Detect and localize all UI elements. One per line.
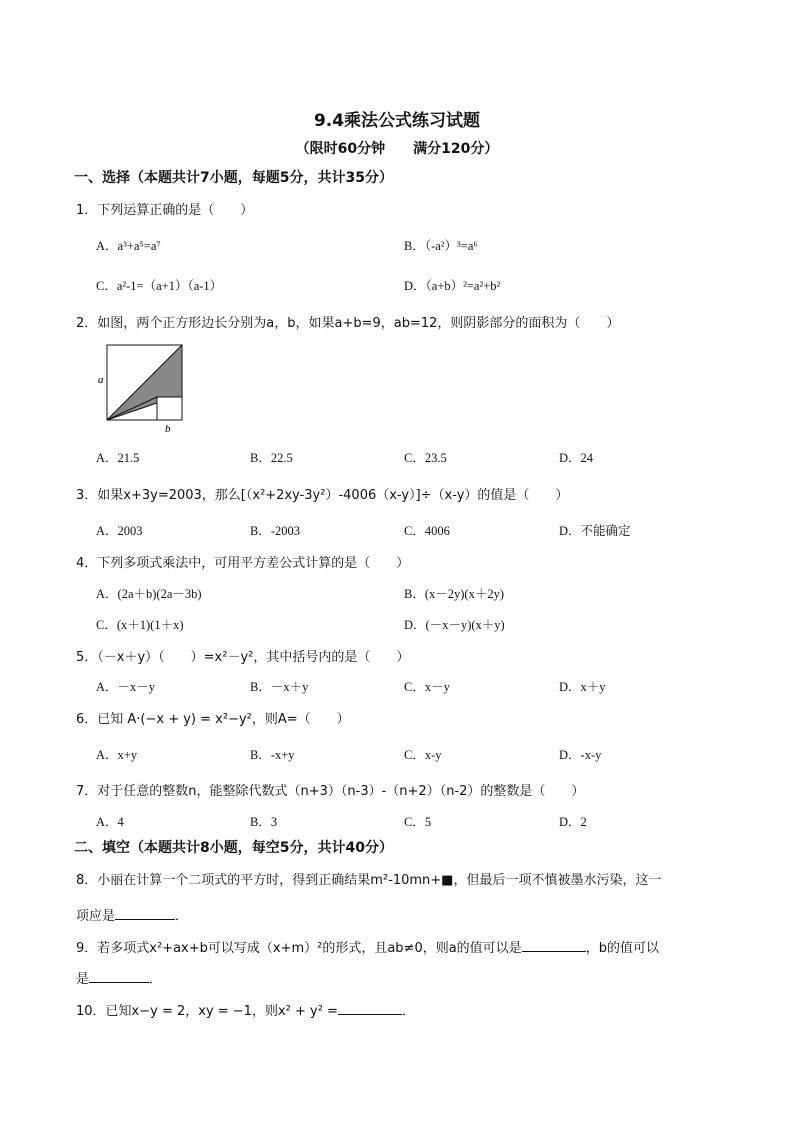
q4-option-b: B．(x－2y)(x＋2y) — [404, 587, 504, 601]
section-heading-fill: 二、填空（本题共计8小题，每空5分，共计40分） — [74, 840, 393, 856]
q7-option-c: C．5 — [404, 815, 432, 829]
q1-option-d: D．（a+b）²=a²+b² — [404, 279, 501, 293]
q2-option-c: C．23.5 — [404, 451, 447, 465]
q8-suffix: ． — [175, 909, 189, 924]
q5-option-a: A．－x－y — [96, 680, 156, 694]
q2-option-a: A．21.5 — [96, 451, 140, 465]
q9-answer-a-blank[interactable] — [522, 939, 586, 952]
q7-option-b: B．3 — [250, 815, 278, 829]
question-4-stem: 4．下列多项式乘法中，可用平方差公式计算的是（ ） — [76, 556, 410, 571]
q2-option-d: D．24 — [559, 451, 594, 465]
q9-answer-b-blank[interactable] — [89, 970, 149, 983]
q4-option-a: A．(2a＋b)(2a－3b) — [96, 587, 202, 601]
page-title: 9.4乘法公式练习试题 — [313, 111, 481, 131]
question-9-line2 — [76, 968, 162, 987]
q5-option-d: D．x＋y — [559, 680, 606, 694]
page-subtitle — [0, 138, 794, 158]
q1-option-a: A．a³+a⁵=a⁷ — [96, 239, 161, 253]
q6-option-d: D．-x-y — [559, 748, 602, 762]
full-score: 满分120分） — [413, 141, 499, 157]
q4-option-c: C．(x＋1)(1＋x) — [96, 618, 184, 632]
question-6-stem: 6．已知 A·(−x + y) = x²−y²，则A=（ ） — [76, 712, 350, 727]
label-a: a — [98, 374, 104, 386]
question-2-stem: 2．如图，两个正方形边长分别为a，b，如果a+b=9，ab=12，则阴影部分的面积为（ ） — [76, 316, 620, 331]
q8-prefix: 项应是 — [76, 909, 116, 924]
question-7-stem: 7．对于任意的整数n，能整除代数式（n+3）（n-3）-（n+2）（n-2）的整数是（ ） — [76, 784, 585, 799]
q10-answer-blank[interactable] — [338, 1002, 402, 1015]
q5-option-c: C．x－y — [404, 680, 450, 694]
question-8-line1: 8．小丽在计算一个二项式的平方时，得到正确结果m²-10mn+■，但最后一项不慎被墨水污染，这一 — [76, 873, 662, 888]
q1-option-c: C．a²-1=（a+1）（a-1） — [96, 279, 223, 293]
q6-option-a: A．x+y — [96, 748, 138, 762]
q9-prefix: 9．若多项式x²+ax+b可以写成（x+m）²的形式，且ab≠0，则a的值可以是 — [76, 941, 522, 956]
small-square — [157, 397, 182, 420]
time-limit: （限时60分钟 — [295, 141, 386, 157]
q3-option-b: B．-2003 — [250, 524, 301, 538]
label-b: b — [165, 423, 171, 435]
q2-option-b: B．22.5 — [250, 451, 293, 465]
q1-option-b: B．（-a²）³=a⁶ — [404, 239, 478, 253]
q3-option-d: D．不能确定 — [559, 524, 631, 538]
q10-prefix: 10．已知x−y = 2，xy = −1，则x² + y² = — [76, 1004, 338, 1019]
shaded-region — [107, 345, 182, 420]
q6-option-c: C．x-y — [404, 748, 442, 762]
squares-figure — [92, 343, 192, 435]
q8-answer-blank[interactable] — [115, 907, 175, 920]
question-8-line2 — [76, 905, 188, 924]
question-5-stem: 5．（－x＋y）（ ）=x²－y²，其中括号内的是（ ） — [76, 650, 410, 665]
question-9-line1 — [76, 937, 659, 956]
q3-option-a: A．2003 — [96, 524, 143, 538]
q9-middle: ，b的值可以 — [585, 941, 659, 956]
q3-option-c: C．4006 — [404, 524, 450, 538]
q9-line2-prefix: 是 — [76, 972, 90, 987]
section-heading-choice: 一、选择（本题共计7小题，每题5分，共计35分） — [74, 170, 393, 186]
q6-option-b: B．-x+y — [250, 748, 295, 762]
squares-diagram — [92, 343, 192, 435]
q7-option-a: A．4 — [96, 815, 124, 829]
question-1-stem: 1．下列运算正确的是（ ） — [76, 203, 254, 218]
q7-option-d: D．2 — [559, 815, 587, 829]
question-10 — [76, 1000, 415, 1019]
question-3-stem: 3．如果x+3y=2003，那么[（x²+2xy-3y²）-4006（x-y）]÷（x-y）的值是（ ） — [76, 488, 569, 503]
q5-option-b: B．－x＋y — [250, 680, 309, 694]
q4-option-d: D．(－x－y)(x＋y) — [404, 618, 505, 632]
q9-line2-suffix: ． — [149, 972, 163, 987]
q10-suffix: ． — [401, 1004, 415, 1019]
